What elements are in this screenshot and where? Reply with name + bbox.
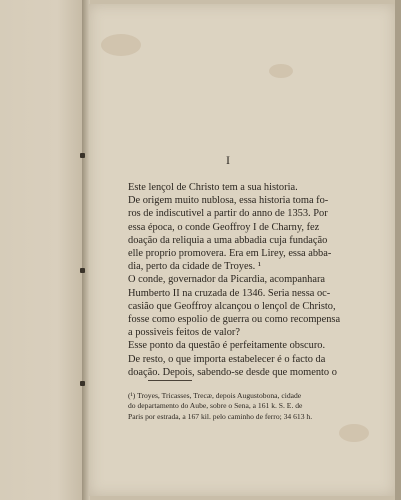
footnote-line: do departamento do Aube, sobre o Sena, a 161 k. S. E. de bbox=[128, 401, 303, 411]
body-line: elle proprio promovera. Era em Lirey, essa abba- bbox=[128, 248, 332, 260]
body-line: De resto, o que importa estabelecer é o facto da bbox=[128, 353, 326, 365]
body-line: De origem muito nublosa, essa historia toma fo- bbox=[128, 195, 329, 207]
footnote-divider bbox=[148, 380, 192, 381]
body-line: Este lençol de Christo tem a sua historia. bbox=[128, 182, 298, 193]
body-line: doação. Depois, sabendo-se desde que momento o bbox=[128, 366, 337, 378]
footnote-line: Paris por estrada, a 167 kil. pelo caminho de ferro; 34 613 h. bbox=[128, 411, 313, 421]
chapter-numeral: I bbox=[226, 153, 231, 167]
binding-stitch bbox=[80, 153, 85, 158]
body-line: Humberto II na cruzada de 1346. Seria nessa oc- bbox=[128, 287, 331, 299]
body-line: essa época, o conde Geoffroy I de Charny, fez bbox=[128, 221, 320, 233]
binding-stitch bbox=[80, 268, 85, 273]
body-line: O conde, governador da Picardia, acompanhara bbox=[128, 274, 326, 286]
body-line: fosse como espolio de guerra ou como recompensa bbox=[128, 314, 341, 326]
body-line: ros de indiscutivel a partir do anno de 1353. Por bbox=[128, 208, 328, 220]
footnote-line bbox=[128, 391, 384, 401]
footnote bbox=[128, 391, 384, 422]
right-page-edge bbox=[395, 0, 401, 500]
left-page-edge bbox=[0, 0, 83, 500]
binding-stitch bbox=[80, 381, 85, 386]
body-line: Esse ponto da questão é perfeitamente obscuro. bbox=[128, 340, 326, 352]
body-line: casião que Geoffroy alcançou o lençol de Christo, bbox=[128, 300, 336, 312]
body-line: a possiveis feitos de valor? bbox=[128, 327, 240, 339]
body-line: doação da reliquia a uma abbadia cuja fundação bbox=[128, 234, 328, 246]
body-text bbox=[128, 181, 384, 379]
footnote-marker: (¹) bbox=[128, 391, 136, 400]
footnote-text: Troyes, Tricasses, Trecæ, depois Augustobona, cidade bbox=[137, 391, 302, 400]
body-line: dia, perto da cidade de Troyes. ¹ bbox=[128, 261, 261, 273]
